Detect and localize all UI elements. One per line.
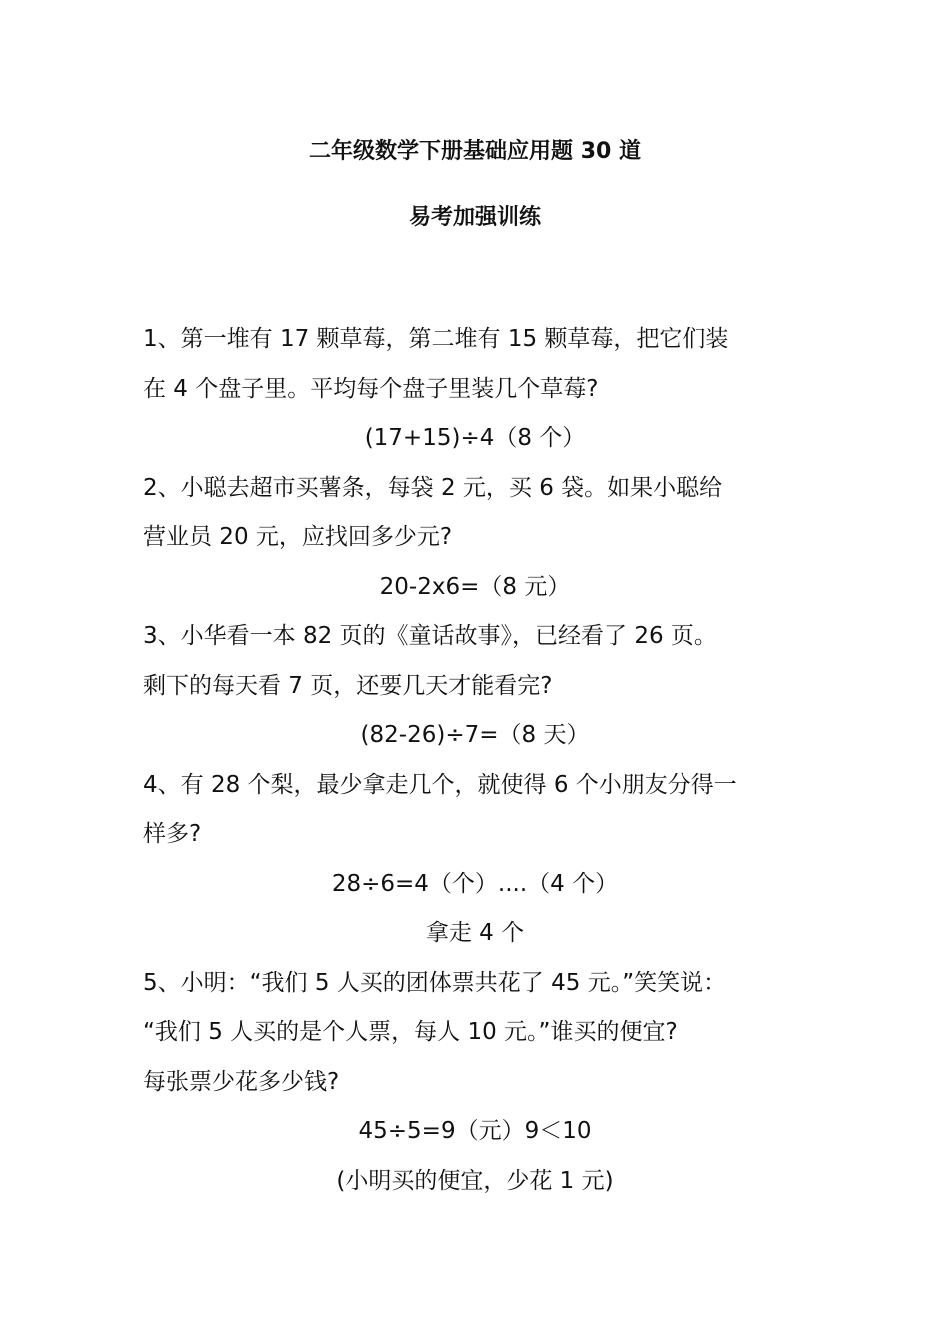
problem-2-line-1: 2、小聪去超市买薯条，每袋 2 元，买 6 袋。如果小聪给 bbox=[143, 474, 723, 501]
problem-5-line-2: “我们 5 人买的是个人票，每人 10 元。”谁买的便宜? bbox=[143, 1019, 678, 1045]
problem-3-line-2: 剩下的每天看 7 页，还要几天才能看完? bbox=[143, 672, 553, 699]
problem-2-answer: 20-2x6=（8 元） bbox=[379, 573, 571, 600]
problem-1-answer: (17+15)÷4（8 个） bbox=[364, 425, 586, 451]
problem-1-line-1: 1、第一堆有 17 颗草莓，第二堆有 15 颗草莓，把它们装 bbox=[143, 326, 729, 352]
problem-list bbox=[143, 315, 813, 1206]
problem-4-line-1: 4、有 28 个梨，最少拿走几个，就使得 6 个小朋友分得一 bbox=[143, 771, 737, 798]
problem-4-line-2: 样多? bbox=[143, 821, 202, 847]
problem-2-line-2: 营业员 20 元，应找回多少元? bbox=[143, 524, 453, 550]
problem-5-line-1: 5、小明：“我们 5 人买的团体票共花了 45 元。”笑笑说： bbox=[143, 969, 727, 996]
problem-4-working: 28÷6=4（个）....（4 个） bbox=[331, 870, 619, 897]
problem-5-working: 45÷5=9（元）9＜10 bbox=[358, 1118, 592, 1144]
problem-3-line-1: 3、小华看一本 82 页的《童话故事》，已经看了 26 页。 bbox=[143, 623, 717, 649]
problem-1-line-2: 在 4 个盘子里。平均每个盘子里装几个草莓? bbox=[143, 375, 599, 402]
problem-5-answer: (小明买的便宜，少花 1 元) bbox=[336, 1167, 614, 1194]
problem-4-answer: 拿走 4 个 bbox=[425, 920, 525, 946]
document-title: 二年级数学下册基础应用题 30 道 bbox=[309, 139, 641, 164]
document-subtitle: 易考加强训练 bbox=[408, 205, 541, 230]
problem-5-line-3: 每张票少花多少钱? bbox=[143, 1068, 340, 1095]
problem-3-answer: (82-26)÷7=（8 天） bbox=[360, 722, 590, 748]
